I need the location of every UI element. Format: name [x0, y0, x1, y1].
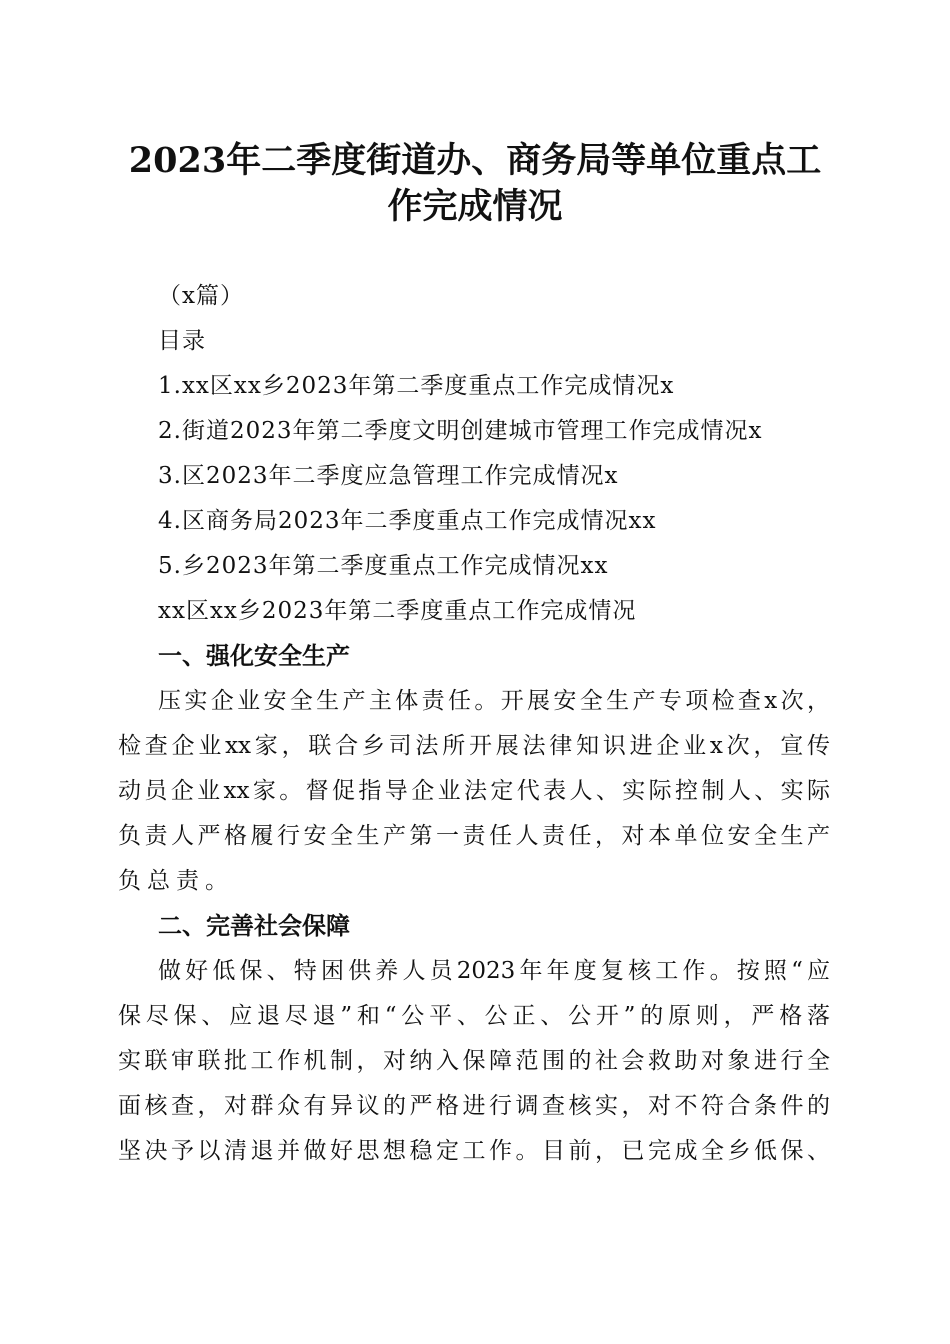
paragraph-line: 实联审联批工作机制，对纳入保障范围的社会救助对象进行全: [118, 1048, 830, 1074]
document-body: [118, 274, 830, 1174]
paragraph-line: 动员企业xx家。督促指导企业法定代表人、实际控制人、实际: [118, 778, 830, 804]
paragraph-line: 检查企业xx家，联合乡司法所开展法律知识进企业x次，宣传: [118, 733, 830, 759]
article-title: xx区xx乡2023年第二季度重点工作完成情况: [158, 598, 637, 624]
toc-item: 4.区商务局2023年二季度重点工作完成情况xx: [158, 508, 657, 534]
paragraph-line: 做好低保、特困供养人员2023年年度复核工作。按照“应: [158, 958, 830, 984]
count-note: （x篇）: [158, 283, 244, 309]
paragraph-line: 负责人严格履行安全生产第一责任人责任，对本单位安全生产: [118, 823, 830, 849]
toc-label: 目录: [158, 328, 206, 354]
section-heading: 二、完善社会保障: [158, 912, 350, 940]
paragraph-line: 压实企业安全生产主体责任。开展安全生产专项检查x次，: [158, 688, 830, 714]
paragraph-line: 负总责。: [118, 868, 234, 894]
document-title: [0, 138, 950, 230]
toc-item: 1.xx区xx乡2023年第二季度重点工作完成情况x: [158, 373, 675, 399]
paragraph-line: 保尽保、应退尽退”和“公平、公正、公开”的原则，严格落: [118, 1003, 830, 1029]
section-heading: 一、强化安全生产: [158, 642, 350, 670]
title-line-1: 2023年二季度街道办、商务局等单位重点工: [128, 140, 822, 181]
toc-item: 3.区2023年二季度应急管理工作完成情况x: [158, 463, 619, 489]
paragraph-line: 坚决予以清退并做好思想稳定工作。目前，已完成全乡低保、: [118, 1138, 830, 1164]
toc-item: 5.乡2023年第二季度重点工作完成情况xx: [158, 553, 609, 579]
toc-item: 2.街道2023年第二季度文明创建城市管理工作完成情况x: [158, 418, 763, 444]
title-line-2: 作完成情况: [387, 186, 563, 227]
paragraph-line: 面核查，对群众有异议的严格进行调查核实，对不符合条件的: [118, 1093, 830, 1119]
